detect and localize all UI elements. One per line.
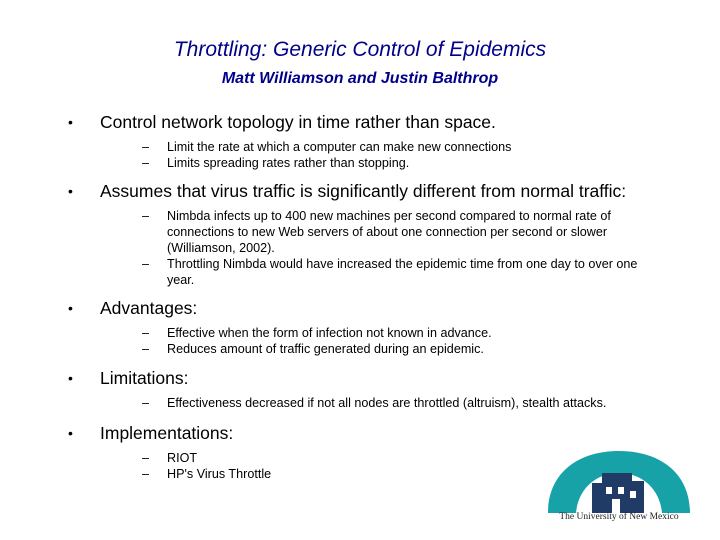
- sub-text: HP's Virus Throttle: [167, 467, 272, 481]
- bullet-text: Assumes that virus traffic is significantly different from normal traffic:: [100, 181, 627, 201]
- sub-dash: –: [142, 396, 150, 410]
- sub-text: Nimbda infects up to 400 new machines per second compared to normal rate of connections to new Web servers of about one connection per second or slower (Williamson, 2002).: [167, 209, 611, 255]
- sub-text: Reduces amount of traffic generated during an epidemic.: [167, 342, 484, 356]
- sub-dash: –: [142, 257, 150, 271]
- sub-list: [142, 325, 662, 357]
- logo-door: [612, 499, 620, 513]
- bullet-dot: •: [68, 183, 73, 199]
- logo-caption: The University of New Mexico: [559, 512, 679, 522]
- bullet-text: Advantages:: [100, 298, 198, 318]
- sub-text: Limit the rate at which a computer can make new connections: [167, 140, 512, 154]
- sub-text: Effective when the form of infection not known in advance.: [167, 326, 492, 340]
- sub-dash: –: [142, 140, 150, 154]
- bullet-dot: •: [68, 114, 73, 130]
- bullet-text: Control network topology in time rather than space.: [100, 112, 496, 132]
- bullet-text: Limitations:: [100, 368, 189, 388]
- logo-window: [630, 491, 636, 498]
- sub-dash: –: [142, 156, 150, 170]
- sub-item: [142, 155, 662, 171]
- sub-item: [142, 395, 662, 411]
- bullet-dot: •: [68, 425, 73, 441]
- sub-dash: –: [142, 209, 150, 223]
- sub-dash: –: [142, 326, 150, 340]
- sub-dash: –: [142, 467, 150, 481]
- logo-window: [606, 487, 612, 494]
- slide-subtitle: Matt Williamson and Justin Balthrop: [221, 70, 499, 87]
- sub-dash: –: [142, 342, 150, 356]
- sub-text: Limits spreading rates rather than stopping.: [167, 156, 410, 170]
- sub-text: Effectiveness decreased if not all nodes are throttled (altruism), stealth attacks.: [167, 396, 607, 410]
- bullet-item: [62, 368, 662, 411]
- sub-item: [142, 325, 662, 341]
- sub-item: [142, 256, 662, 288]
- bullet-item: [62, 181, 662, 288]
- bullet-dot: •: [68, 300, 73, 316]
- sub-list: [142, 395, 662, 411]
- sub-item: [142, 139, 662, 155]
- sub-dash: –: [142, 451, 150, 465]
- bullet-text: Implementations:: [100, 423, 234, 443]
- logo-window: [618, 487, 624, 494]
- bullet-dot: •: [68, 370, 73, 386]
- sub-list: [142, 139, 662, 171]
- bullet-item: [62, 112, 662, 171]
- sub-text: Throttling Nimbda would have increased the epidemic time from one day to over one year.: [167, 257, 638, 287]
- bullet-list: [62, 112, 662, 482]
- slide-title: Throttling: Generic Control of Epidemics: [173, 38, 547, 61]
- sub-item: [142, 341, 662, 357]
- sub-item: [142, 208, 662, 256]
- sub-list: [142, 208, 662, 288]
- sub-text: RIOT: [167, 451, 198, 465]
- bullet-item: [62, 298, 662, 357]
